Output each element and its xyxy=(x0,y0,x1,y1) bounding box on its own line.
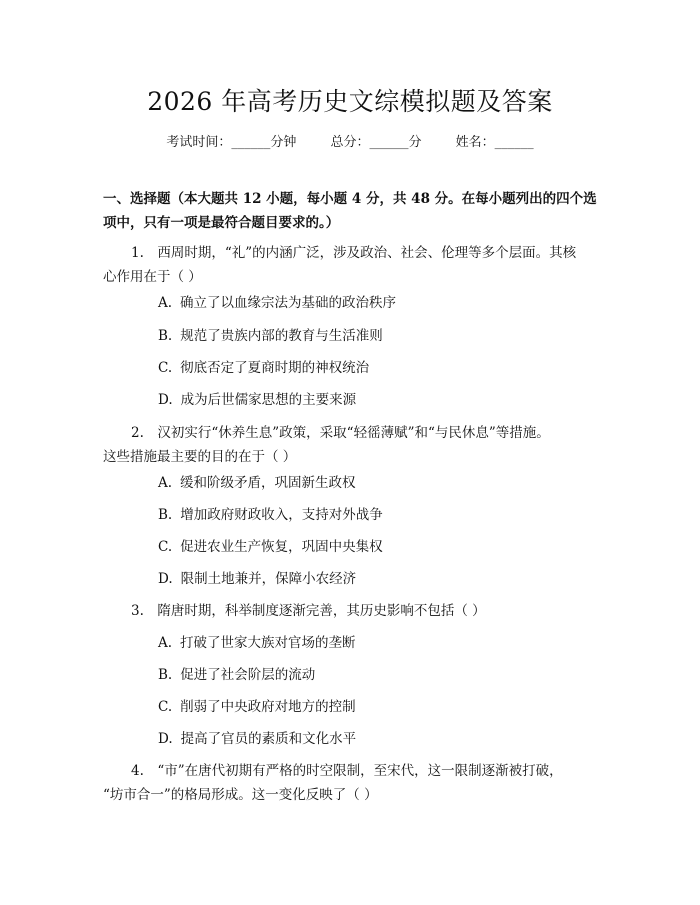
option-letter: A. xyxy=(158,475,173,491)
option-text: 确立了以血缘宗法为基础的政治秩序 xyxy=(180,295,397,311)
exam-info-line xyxy=(0,131,700,150)
option-letter: D. xyxy=(158,731,173,747)
option-text: 打破了世家大族对官场的垄断 xyxy=(180,635,356,651)
question-4-line2: “坊市合一”的格局形成。这一变化反映了（ ） xyxy=(103,787,378,803)
question-2-line2: 这些措施最主要的目的在于（ ） xyxy=(103,449,297,465)
question-2-option-c[interactable] xyxy=(158,535,383,559)
question-1-option-b[interactable] xyxy=(158,324,383,348)
question-3-option-b[interactable] xyxy=(158,663,315,687)
option-letter: B. xyxy=(158,328,173,344)
option-letter: D. xyxy=(158,571,173,587)
option-text: 限制土地兼并，保障小农经济 xyxy=(180,571,357,587)
question-1-option-c[interactable] xyxy=(158,356,369,380)
question-1-option-a[interactable] xyxy=(158,291,396,315)
option-text: 削弱了中央政府对地方的控制 xyxy=(180,699,356,715)
option-letter: B. xyxy=(158,667,173,683)
option-letter: A. xyxy=(158,635,173,651)
question-2 xyxy=(103,421,603,469)
option-text: 促进农业生产恢复，巩固中央集权 xyxy=(180,539,383,555)
question-3-option-c[interactable] xyxy=(158,695,356,719)
question-4 xyxy=(103,759,603,807)
option-text: 增加政府财政收入，支持对外战争 xyxy=(180,507,383,523)
total-score-field: 总分：______分 xyxy=(330,135,422,150)
option-letter: D. xyxy=(158,392,173,408)
option-text: 成为后世儒家思想的主要来源 xyxy=(180,392,357,408)
question-3-option-a[interactable] xyxy=(158,631,356,655)
question-2-line1: 2. 汉初实行“休养生息”政策，采取“轻徭薄赋”和“与民休息”等措施。 xyxy=(131,425,550,441)
option-text: 促进了社会阶层的流动 xyxy=(180,667,316,683)
question-1-option-d[interactable] xyxy=(158,388,356,412)
option-letter: A. xyxy=(158,295,173,311)
option-text: 规范了贵族内部的教育与生活准则 xyxy=(180,328,383,344)
question-2-option-a[interactable] xyxy=(158,471,356,495)
question-4-line1: 4. “市”在唐代初期有严格的时空限制，至宋代，这一限制逐渐被打破， xyxy=(131,763,563,779)
question-2-option-b[interactable] xyxy=(158,503,383,527)
option-letter: C. xyxy=(158,699,173,715)
question-1 xyxy=(103,241,603,289)
page-title: 2026 年高考历史文综模拟题及答案 xyxy=(147,87,553,116)
option-letter: B. xyxy=(158,507,173,523)
option-letter: C. xyxy=(158,539,173,555)
section-heading: 一、选择题（本大题共 12 小题，每小题 4 分，共 48 分。在每小题列出的四个选项中，只有一项是最符合题目要求的。） xyxy=(103,191,597,231)
question-3-option-d[interactable] xyxy=(158,727,356,751)
option-text: 缓和阶级矛盾，巩固新生政权 xyxy=(180,475,356,491)
option-text: 提高了官员的素质和文化水平 xyxy=(180,731,357,747)
exam-time-field: 考试时间：______分钟 xyxy=(166,135,297,150)
question-1-line2: 心作用在于（ ） xyxy=(103,269,202,285)
option-letter: C. xyxy=(158,360,173,376)
question-3-line1: 3. 隋唐时期，科举制度逐渐完善，其历史影响不包括（ ） xyxy=(131,603,486,619)
question-3 xyxy=(103,599,603,623)
question-1-line1: 1. 西周时期，“礼”的内涵广泛，涉及政治、社会、伦理等多个层面。其核 xyxy=(131,245,577,261)
question-2-option-d[interactable] xyxy=(158,567,356,591)
option-text: 彻底否定了夏商时期的神权统治 xyxy=(180,360,370,376)
name-field: 姓名：______ xyxy=(455,135,534,150)
